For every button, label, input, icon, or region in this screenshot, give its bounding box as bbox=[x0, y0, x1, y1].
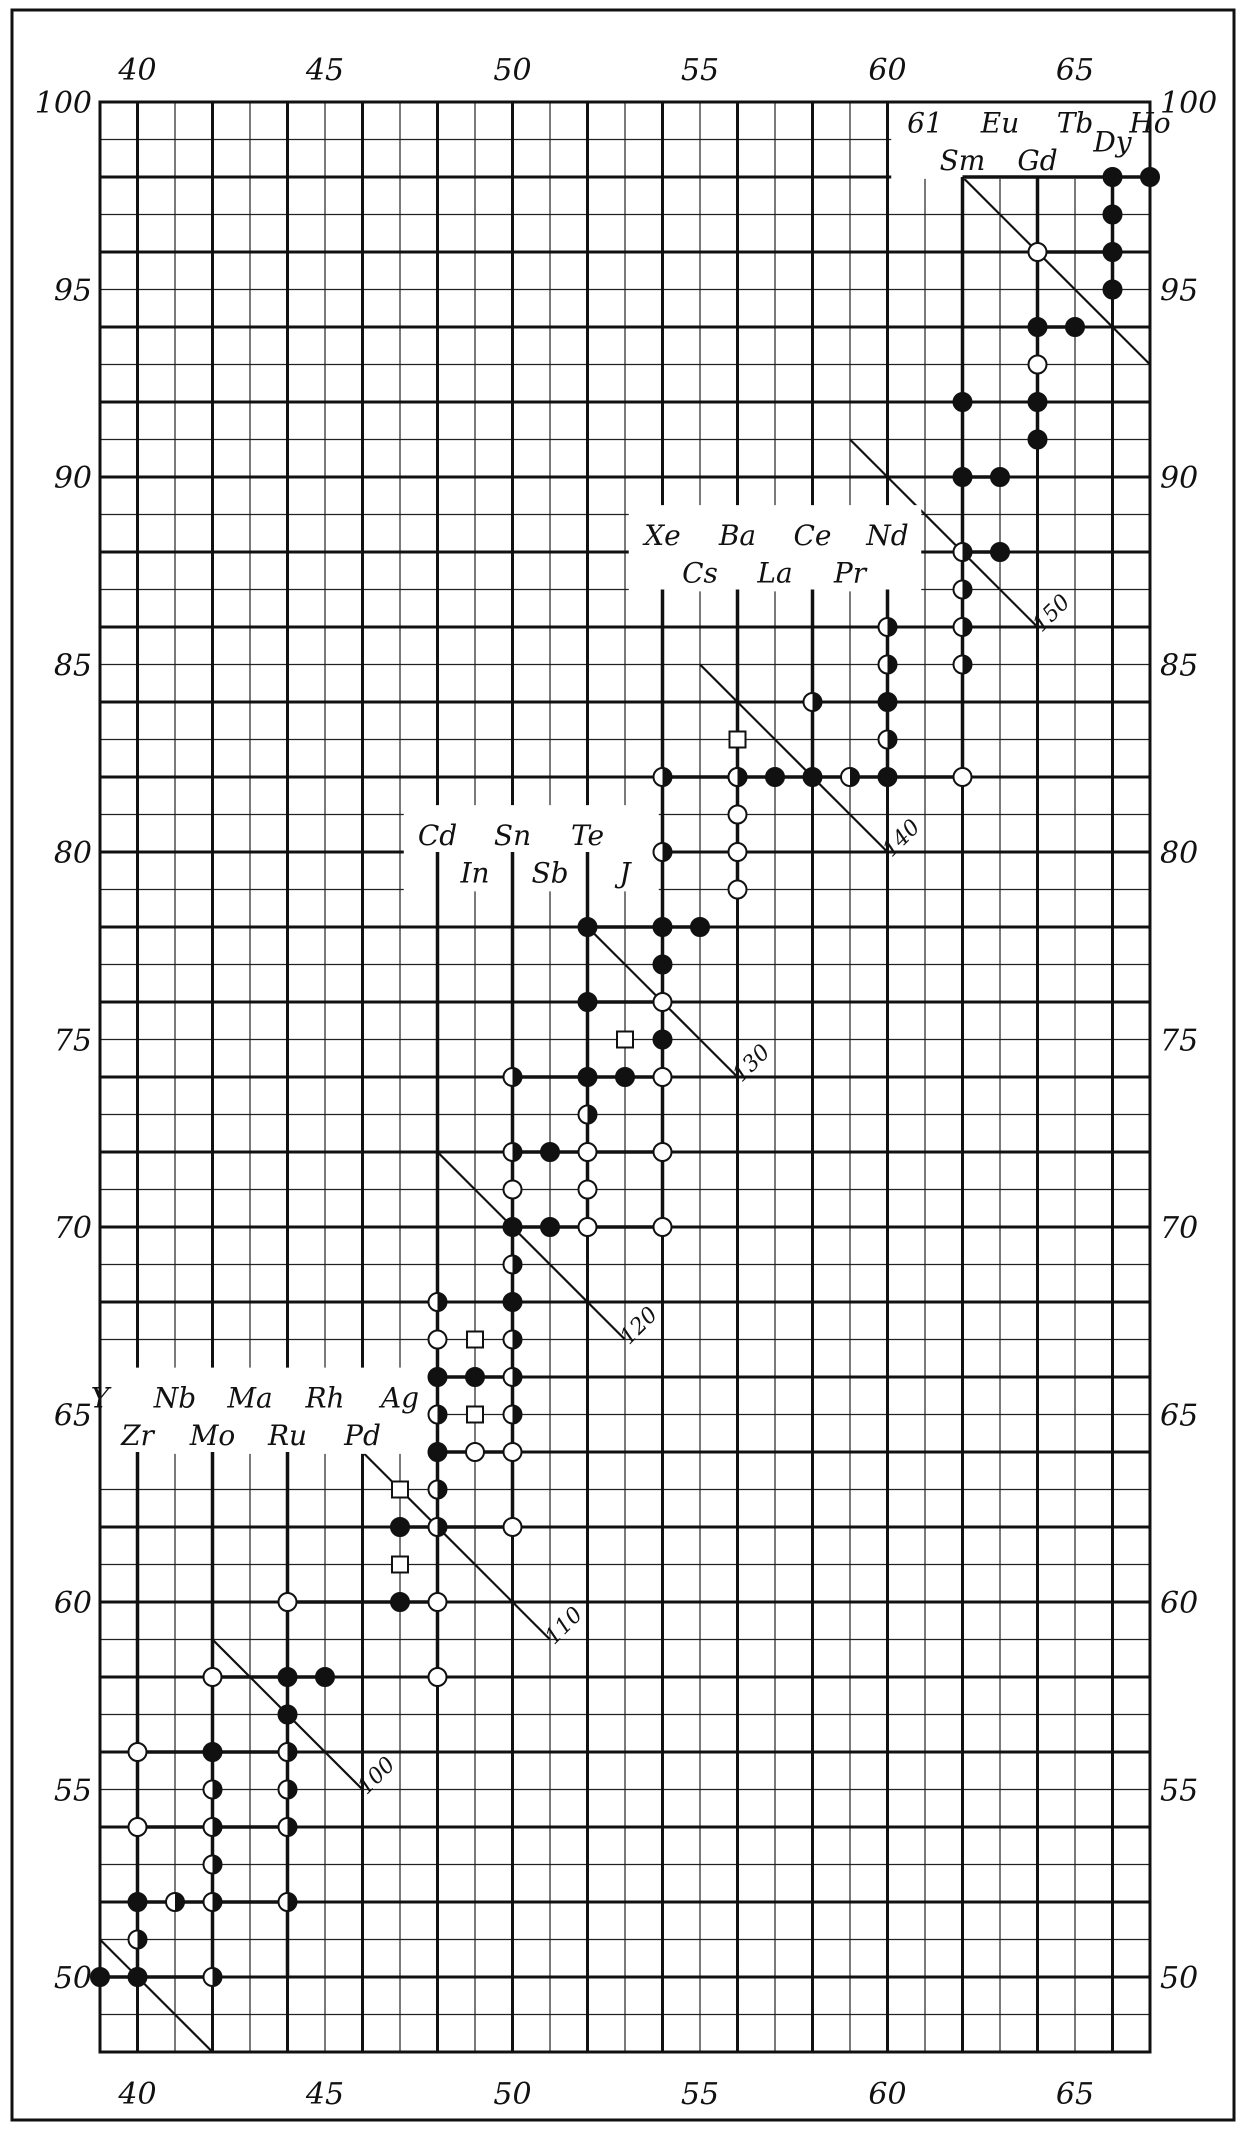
isotope-point-open bbox=[504, 1181, 522, 1199]
element-label-Cs: Cs bbox=[682, 556, 718, 590]
isotope-point-open bbox=[654, 993, 672, 1011]
isotope-point-square bbox=[392, 1482, 408, 1498]
isotope-point-open bbox=[654, 1218, 672, 1236]
y-tick-label-left: 100 bbox=[34, 86, 92, 121]
isotope-point-filled bbox=[1066, 318, 1084, 336]
y-tick-label-left: 75 bbox=[53, 1023, 92, 1059]
mass-line bbox=[700, 665, 888, 853]
element-label-Rh: Rh bbox=[305, 1381, 345, 1415]
y-tick-label-right: 85 bbox=[1160, 648, 1199, 684]
element-label-Xe: Xe bbox=[644, 519, 681, 552]
isotope-point-square bbox=[467, 1407, 483, 1423]
x-tick-label-top: 65 bbox=[1055, 53, 1095, 88]
isotope-point-filled bbox=[541, 1218, 559, 1236]
isotope-point-half bbox=[954, 581, 972, 599]
isotope-point-filled bbox=[691, 918, 709, 936]
y-tick-label-right: 75 bbox=[1160, 1023, 1199, 1059]
isotope-point-filled bbox=[654, 918, 672, 936]
mass-line-label: 100 bbox=[353, 1752, 401, 1800]
isotope-point-open bbox=[204, 1668, 222, 1686]
isotope-point-filled bbox=[504, 1218, 522, 1236]
isotope-point-half bbox=[954, 656, 972, 674]
y-tick-label-right: 90 bbox=[1160, 461, 1199, 496]
isotope-point-open bbox=[579, 1143, 597, 1161]
y-tick-label-right: 80 bbox=[1160, 836, 1199, 871]
isotope-point-half bbox=[279, 1781, 297, 1799]
isotope-point-half bbox=[954, 618, 972, 636]
y-tick-label-right: 100 bbox=[1160, 86, 1218, 121]
isotope-point-filled bbox=[879, 693, 897, 711]
isotope-point-filled bbox=[1104, 281, 1122, 299]
isotope-point-half bbox=[204, 1781, 222, 1799]
isotope-point-half bbox=[654, 843, 672, 861]
isotope-point-half bbox=[879, 618, 897, 636]
element-label-Pd: Pd bbox=[344, 1419, 381, 1452]
element-label-Eu: Eu bbox=[980, 106, 1020, 140]
isotope-point-half bbox=[504, 1331, 522, 1349]
isotope-point-open bbox=[579, 1181, 597, 1199]
isotope-point-half bbox=[879, 731, 897, 749]
isotope-point-filled bbox=[616, 1068, 634, 1086]
y-tick-label-left: 95 bbox=[53, 273, 92, 309]
isotope-point-half bbox=[429, 1293, 447, 1311]
element-label-Mo: Mo bbox=[189, 1419, 236, 1452]
isotope-point-open bbox=[729, 806, 747, 824]
isotope-point-half bbox=[429, 1518, 447, 1536]
x-tick-label-bottom: 60 bbox=[868, 2077, 907, 2112]
isotope-point-open bbox=[729, 843, 747, 861]
isotope-point-filled bbox=[391, 1518, 409, 1536]
isotope-point-half bbox=[279, 1818, 297, 1836]
element-labels bbox=[91, 107, 1171, 1453]
isotope-point-half bbox=[204, 1893, 222, 1911]
element-label-Zr: Zr bbox=[121, 1419, 154, 1452]
isotope-point-filled bbox=[504, 1293, 522, 1311]
mass-line bbox=[438, 1152, 626, 1340]
isotope-point-open bbox=[466, 1443, 484, 1461]
mass-line-label: 110 bbox=[540, 1602, 588, 1650]
element-label-Sb: Sb bbox=[531, 856, 569, 890]
element-label-Y: Y bbox=[90, 1381, 110, 1415]
isotope-point-filled bbox=[129, 1968, 147, 1986]
element-label-Ag: Ag bbox=[380, 1381, 420, 1415]
isotope-point-half bbox=[729, 768, 747, 786]
element-label-J: J bbox=[619, 856, 631, 890]
isotope-point-half bbox=[579, 1106, 597, 1124]
isotope-point-filled bbox=[1104, 168, 1122, 186]
element-label-Cd: Cd bbox=[417, 819, 458, 852]
element-label-Dy: Dy bbox=[1093, 125, 1132, 159]
isotope-point-open bbox=[129, 1743, 147, 1761]
y-tick-label-right: 55 bbox=[1160, 1773, 1199, 1809]
isotope-point-filled bbox=[466, 1368, 484, 1386]
isotope-point-open bbox=[954, 768, 972, 786]
element-label-Ma: Ma bbox=[227, 1381, 273, 1415]
y-tick-label-left: 65 bbox=[53, 1398, 92, 1434]
y-tick-label-right: 70 bbox=[1160, 1211, 1199, 1246]
isotope-point-open bbox=[579, 1218, 597, 1236]
isotope-point-half bbox=[279, 1893, 297, 1911]
isotope-point-open bbox=[504, 1443, 522, 1461]
isotope-point-filled bbox=[429, 1443, 447, 1461]
isotope-point-filled bbox=[1029, 393, 1047, 411]
isotope-point-open bbox=[654, 1143, 672, 1161]
isotope-point-square bbox=[392, 1557, 408, 1573]
element-label-Ce: Ce bbox=[793, 519, 832, 552]
isotope-point-filled bbox=[954, 393, 972, 411]
isotope-point-open bbox=[429, 1668, 447, 1686]
isotope-point-half bbox=[841, 768, 859, 786]
isotope-point-open bbox=[654, 1068, 672, 1086]
isotope-point-open bbox=[429, 1593, 447, 1611]
y-tick-label-right: 60 bbox=[1160, 1586, 1199, 1621]
isotope-point-open bbox=[1029, 356, 1047, 374]
isotope-point-filled bbox=[391, 1593, 409, 1611]
isotope-point-open bbox=[1029, 243, 1047, 261]
element-label-Nb: Nb bbox=[153, 1381, 197, 1415]
isotope-point-square bbox=[617, 1032, 633, 1048]
x-tick-label-top: 55 bbox=[680, 53, 720, 88]
y-tick-label-left: 80 bbox=[53, 836, 92, 871]
x-tick-label-bottom: 50 bbox=[493, 2077, 532, 2112]
isotope-point-half bbox=[954, 543, 972, 561]
isotope-point-open bbox=[429, 1331, 447, 1349]
isotope-point-filled bbox=[279, 1668, 297, 1686]
x-tick-label-bottom: 65 bbox=[1055, 2077, 1095, 2112]
isotope-point-half bbox=[429, 1406, 447, 1424]
isotope-point-open bbox=[279, 1593, 297, 1611]
isotope-point-filled bbox=[879, 768, 897, 786]
y-tick-label-left: 50 bbox=[53, 1961, 92, 1996]
y-tick-label-right: 95 bbox=[1160, 273, 1199, 309]
isotope-point-filled bbox=[804, 768, 822, 786]
isotope-point-filled bbox=[991, 468, 1009, 486]
isotope-point-filled bbox=[1029, 431, 1047, 449]
y-tick-label-left: 70 bbox=[53, 1211, 92, 1246]
x-tick-label-top: 40 bbox=[118, 53, 157, 88]
element-label-61: 61 bbox=[907, 106, 943, 140]
element-label-Gd: Gd bbox=[1017, 144, 1058, 177]
isotope-point-half bbox=[204, 1968, 222, 1986]
isotope-point-filled bbox=[766, 768, 784, 786]
element-label-Te: Te bbox=[570, 819, 605, 852]
isotope-point-filled bbox=[129, 1893, 147, 1911]
y-tick-label-left: 55 bbox=[53, 1773, 92, 1809]
isotope-point-half bbox=[429, 1481, 447, 1499]
y-tick-label-left: 60 bbox=[53, 1586, 92, 1621]
x-tick-label-bottom: 45 bbox=[305, 2077, 345, 2112]
isotope-point-filled bbox=[1104, 243, 1122, 261]
isotope-point-half bbox=[879, 656, 897, 674]
element-label-Ba: Ba bbox=[718, 519, 757, 552]
element-label-Ho: Ho bbox=[1129, 106, 1171, 140]
isotope-point-filled bbox=[279, 1706, 297, 1724]
element-label-La: La bbox=[757, 556, 793, 590]
element-label-Pr: Pr bbox=[833, 556, 867, 590]
element-label-Sn: Sn bbox=[493, 819, 532, 852]
x-tick-label-bottom: 40 bbox=[118, 2077, 157, 2112]
x-tick-label-top: 45 bbox=[305, 53, 345, 88]
isotope-point-filled bbox=[579, 918, 597, 936]
isotope-point-filled bbox=[1104, 206, 1122, 224]
isotope-point-half bbox=[504, 1068, 522, 1086]
isotope-point-filled bbox=[429, 1368, 447, 1386]
isotope-point-half bbox=[504, 1256, 522, 1274]
x-tick-label-top: 60 bbox=[868, 53, 907, 88]
mass-line-label: 120 bbox=[615, 1302, 663, 1350]
element-label-Tb: Tb bbox=[1056, 106, 1094, 140]
isotope-point-half bbox=[129, 1931, 147, 1949]
isotope-point-filled bbox=[316, 1668, 334, 1686]
element-label-Nd: Nd bbox=[866, 519, 909, 552]
isotope-point-open bbox=[729, 881, 747, 899]
mass-line bbox=[963, 177, 1151, 365]
y-tick-label-right: 65 bbox=[1160, 1398, 1199, 1434]
isotope-point-filled bbox=[1029, 318, 1047, 336]
isotope-point-open bbox=[129, 1818, 147, 1836]
isotope-point-filled bbox=[204, 1743, 222, 1761]
isotope-point-half bbox=[279, 1743, 297, 1761]
mass-line bbox=[363, 1452, 551, 1640]
isotope-point-filled bbox=[991, 543, 1009, 561]
isotope-point-filled bbox=[654, 1031, 672, 1049]
isotope-point-half bbox=[654, 768, 672, 786]
isotope-point-half bbox=[504, 1368, 522, 1386]
mass-line-label: 150 bbox=[1028, 589, 1076, 638]
mass-line-label: 130 bbox=[728, 1039, 776, 1088]
mass-line bbox=[100, 1940, 213, 2053]
x-tick-label-top: 50 bbox=[493, 53, 532, 88]
isotope-point-filled bbox=[541, 1143, 559, 1161]
isotope-point-half bbox=[166, 1893, 184, 1911]
isotope-point-square bbox=[730, 732, 746, 748]
isotope-point-half bbox=[804, 693, 822, 711]
isotope-point-filled bbox=[954, 468, 972, 486]
isotope-point-half bbox=[204, 1818, 222, 1836]
x-tick-label-bottom: 55 bbox=[680, 2077, 720, 2112]
isotope-point-square bbox=[467, 1332, 483, 1348]
isotope-point-half bbox=[504, 1143, 522, 1161]
isotope-point-filled bbox=[579, 1068, 597, 1086]
y-tick-label-left: 85 bbox=[53, 648, 92, 684]
element-label-Ru: Ru bbox=[267, 1419, 308, 1452]
isotope-point-filled bbox=[579, 993, 597, 1011]
y-tick-label-left: 90 bbox=[53, 461, 92, 496]
isotope-point-open bbox=[504, 1518, 522, 1536]
mass-line-label: 140 bbox=[878, 814, 926, 863]
isotope-point-half bbox=[504, 1406, 522, 1424]
y-tick-label-right: 50 bbox=[1160, 1961, 1199, 1996]
isotope-point-filled bbox=[654, 956, 672, 974]
element-label-Sm: Sm bbox=[939, 144, 986, 177]
isotope-point-half bbox=[204, 1856, 222, 1874]
element-label-In: In bbox=[460, 856, 490, 890]
